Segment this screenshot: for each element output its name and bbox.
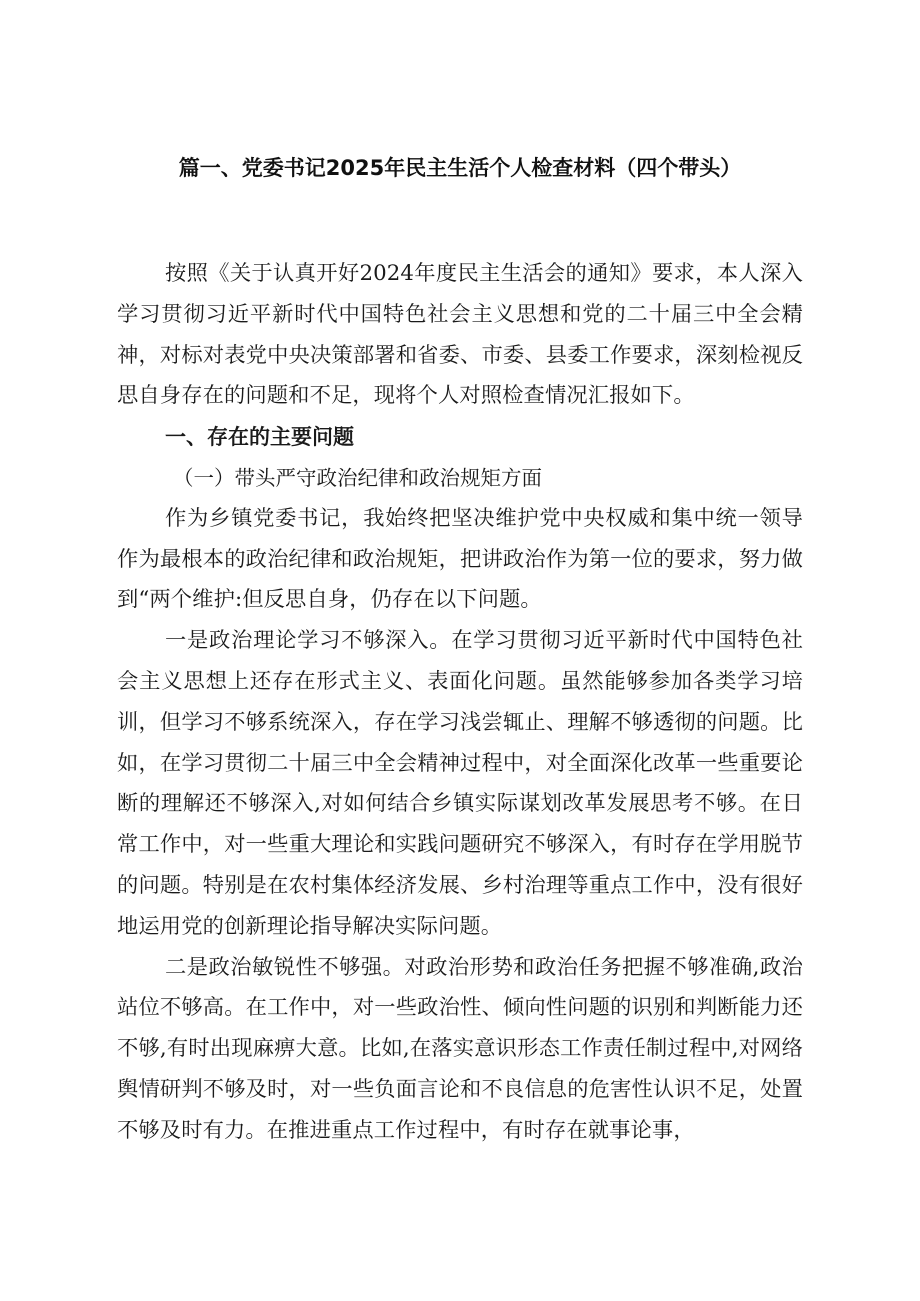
body-paragraph: 二是政治敏锐性不够强。对政治形势和政治任务把握不够准确,政治站位不够高。在工作中，对一些政治性、倾向性问题的识别和判断能力还不够,有时出现麻痹大意。比如,在落实意识形态工作责任制过程中,对网络舆情研判不够及时，对一些负面言论和不良信息的危害性认识不足，处置不够及时有力。在推进重点工作过程中，有时存在就事论事， [117,954,803,1143]
intro-paragraph: 按照《关于认真开好2024年度民主生活会的通知》要求，本人深入学习贯彻习近平新时代中国特色社会主义思想和党的二十届三中全会精神，对标对表党中央决策部署和省委、市委、县委工作要求，深刻检视反思自身存在的问题和不足，现将个人对照检查情况汇报如下。 [117,261,803,409]
section-heading: 一、存在的主要问题 [165,425,354,450]
body-paragraph: 作为乡镇党委书记，我始终把坚决维护党中央权威和集中统一领导作为最根本的政治纪律和政治规矩，把讲政治作为第一位的要求，努力做到“两个维护:但反思自身，仍存在以下问题。 [117,505,803,613]
document-title: 篇一、党委书记2025年民主生活个人检查材料（四个带头） [178,156,742,180]
document-body [117,254,803,1152]
body-paragraph: 一是政治理论学习不够深入。在学习贯彻习近平新时代中国特色社会主义思想上还存在形式主义、表面化问题。虽然能够参加各类学习培训，但学习不够系统深入，存在学习浅尝辄止、理解不够透彻的问题。比如，在学习贯彻二十届三中全会精神过程中，对全面深化改革一些重要论断的理解还不够深入,对如何结合乡镇实际谋划改革发展思考不够。在日常工作中，对一些重大理论和实践问题研究不够深入，有时存在学用脱节的问题。特别是在农村集体经济发展、乡村治理等重点工作中，没有很好地运用党的创新理论指导解决实际问题。 [117,628,803,939]
subsection-heading: （一）带头严守政治纪律和政治规矩方面 [173,465,542,490]
